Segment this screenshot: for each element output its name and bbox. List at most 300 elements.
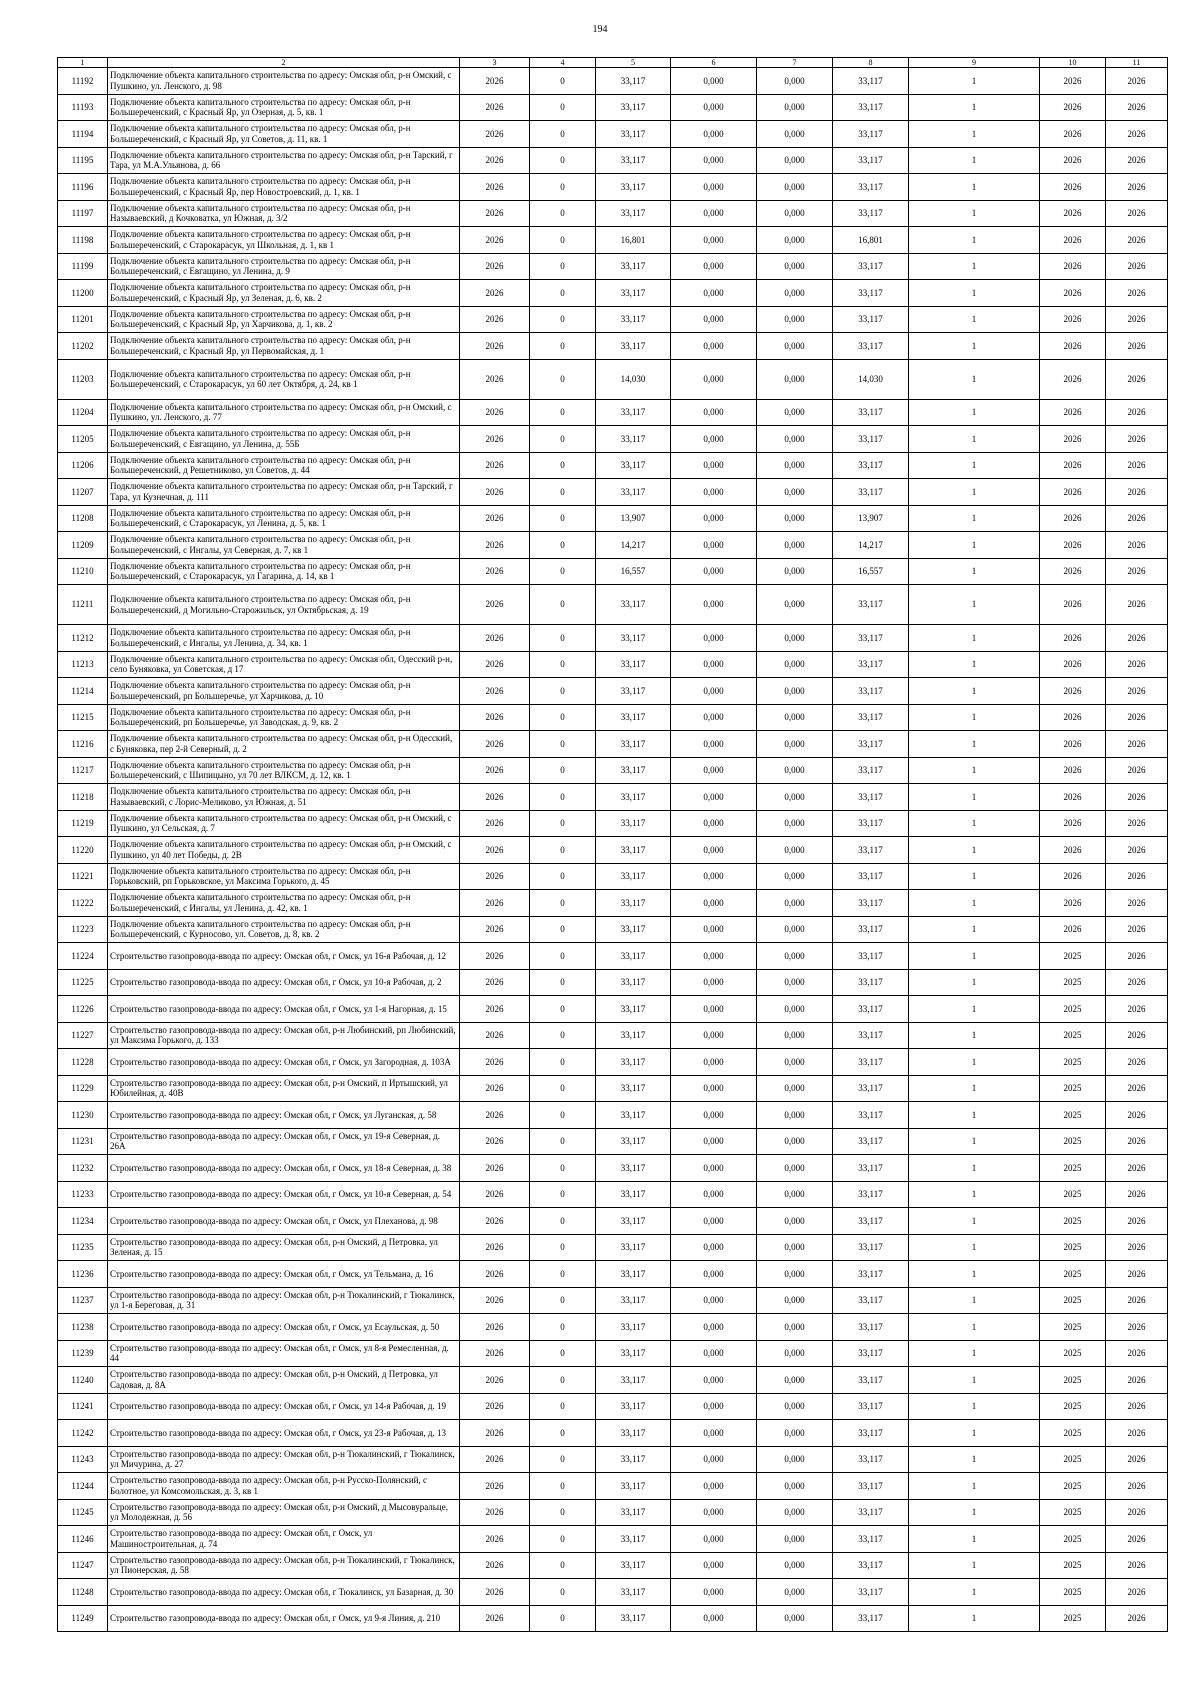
count-cell: 1 [909, 1022, 1040, 1049]
column-header: 9 [909, 58, 1040, 68]
row-number-cell: 11227 [58, 1022, 108, 1049]
value-cell: 0 [530, 1393, 596, 1420]
column-header: 6 [671, 58, 757, 68]
count-cell: 1 [909, 505, 1040, 532]
value-cell: 33,117 [596, 452, 671, 479]
row-number-cell: 11238 [58, 1314, 108, 1341]
count-cell: 1 [909, 280, 1040, 307]
start-year-cell: 2026 [1040, 426, 1106, 453]
row-number-cell: 11244 [58, 1473, 108, 1500]
table-row [58, 280, 1168, 307]
value-cell: 0,000 [757, 1155, 833, 1182]
value-cell: 33,117 [833, 333, 909, 360]
header-row [58, 58, 1168, 68]
description-cell: Строительство газопровода-ввода по адресу: Омская обл, г Омск, ул 10-я Северная, д. 54 [108, 1181, 460, 1208]
year-cell: 2026 [460, 651, 530, 678]
description-cell: Подключение объекта капитального строительства по адресу: Омская обл, р-н Большереченский, рп Большеречье, ул Харчикова, д. 10 [108, 678, 460, 705]
value-cell: 33,117 [833, 1102, 909, 1129]
value-cell: 0 [530, 678, 596, 705]
value-cell: 0,000 [671, 1367, 757, 1394]
row-number-cell: 11199 [58, 253, 108, 280]
value-cell: 0 [530, 1314, 596, 1341]
value-cell: 33,117 [596, 121, 671, 148]
description-cell: Строительство газопровода-ввода по адресу: Омская обл, г Омск, ул 10-я Рабочая, д. 2 [108, 969, 460, 996]
end-year-cell: 2026 [1106, 1075, 1168, 1102]
year-cell: 2026 [460, 916, 530, 943]
table-row [58, 1075, 1168, 1102]
value-cell: 0,000 [671, 426, 757, 453]
table-row [58, 1128, 1168, 1155]
count-cell: 1 [909, 1420, 1040, 1447]
row-number-cell: 11218 [58, 784, 108, 811]
description-cell: Строительство газопровода-ввода по адресу: Омская обл, р-н Омский, д Петровка, ул Зеленая, д. 15 [108, 1234, 460, 1261]
table-row [58, 68, 1168, 95]
table-row [58, 1208, 1168, 1235]
value-cell: 33,117 [596, 1579, 671, 1606]
start-year-cell: 2026 [1040, 837, 1106, 864]
start-year-cell: 2025 [1040, 1446, 1106, 1473]
count-cell: 1 [909, 1340, 1040, 1367]
value-cell: 0,000 [671, 121, 757, 148]
value-cell: 0,000 [671, 1340, 757, 1367]
row-number-cell: 11210 [58, 558, 108, 585]
value-cell: 0 [530, 704, 596, 731]
value-cell: 0,000 [757, 1075, 833, 1102]
value-cell: 33,117 [833, 1526, 909, 1553]
value-cell: 33,117 [833, 916, 909, 943]
value-cell: 0,000 [671, 585, 757, 625]
count-cell: 1 [909, 585, 1040, 625]
table-row [58, 890, 1168, 917]
description-cell: Подключение объекта капитального строительства по адресу: Омская обл, р-н Одесский, с Буняковка, пер 2-й Северный, д. 2 [108, 731, 460, 758]
value-cell: 33,117 [833, 1552, 909, 1579]
value-cell: 33,117 [596, 1446, 671, 1473]
end-year-cell: 2026 [1106, 1314, 1168, 1341]
row-number-cell: 11233 [58, 1181, 108, 1208]
value-cell: 33,117 [833, 1049, 909, 1076]
description-cell: Подключение объекта капитального строительства по адресу: Омская обл, р-н Называевский, д Кочковатка, ул Южная, д. 3/2 [108, 200, 460, 227]
year-cell: 2026 [460, 68, 530, 95]
end-year-cell: 2026 [1106, 1552, 1168, 1579]
start-year-cell: 2025 [1040, 1049, 1106, 1076]
value-cell: 33,117 [833, 757, 909, 784]
count-cell: 1 [909, 333, 1040, 360]
end-year-cell: 2026 [1106, 253, 1168, 280]
start-year-cell: 2026 [1040, 68, 1106, 95]
table-row [58, 1420, 1168, 1447]
page-number: 194 [592, 24, 608, 35]
start-year-cell: 2026 [1040, 757, 1106, 784]
table-row [58, 585, 1168, 625]
end-year-cell: 2026 [1106, 1420, 1168, 1447]
table-row [58, 1022, 1168, 1049]
count-cell: 1 [909, 452, 1040, 479]
row-number-cell: 11221 [58, 863, 108, 890]
value-cell: 33,117 [833, 1128, 909, 1155]
value-cell: 33,117 [596, 1473, 671, 1500]
count-cell: 1 [909, 68, 1040, 95]
year-cell: 2026 [460, 399, 530, 426]
value-cell: 0,000 [757, 280, 833, 307]
table-row [58, 94, 1168, 121]
description-cell: Строительство газопровода-ввода по адресу: Омская обл, р-н Тюкалинский, г Тюкалинск, ул Пионерская, д. 58 [108, 1552, 460, 1579]
value-cell: 0,000 [671, 1393, 757, 1420]
value-cell: 33,117 [833, 1208, 909, 1235]
value-cell: 33,117 [596, 996, 671, 1023]
table-row [58, 426, 1168, 453]
end-year-cell: 2026 [1106, 1340, 1168, 1367]
value-cell: 33,117 [833, 704, 909, 731]
row-number-cell: 11225 [58, 969, 108, 996]
year-cell: 2026 [460, 1102, 530, 1129]
table-row [58, 1579, 1168, 1606]
value-cell: 33,117 [833, 1446, 909, 1473]
value-cell: 0,000 [671, 200, 757, 227]
row-number-cell: 11203 [58, 359, 108, 399]
value-cell: 33,117 [596, 969, 671, 996]
year-cell: 2026 [460, 1075, 530, 1102]
count-cell: 1 [909, 943, 1040, 970]
description-cell: Строительство газопровода-ввода по адресу: Омская обл, г Омск, ул 18-я Северная, д. 38 [108, 1155, 460, 1182]
end-year-cell: 2026 [1106, 678, 1168, 705]
value-cell: 0,000 [757, 558, 833, 585]
end-year-cell: 2026 [1106, 1208, 1168, 1235]
value-cell: 33,117 [596, 1155, 671, 1182]
value-cell: 0,000 [671, 174, 757, 201]
value-cell: 33,117 [833, 121, 909, 148]
value-cell: 33,117 [596, 1367, 671, 1394]
end-year-cell: 2026 [1106, 1261, 1168, 1288]
start-year-cell: 2025 [1040, 1075, 1106, 1102]
value-cell: 33,117 [596, 678, 671, 705]
year-cell: 2026 [460, 1287, 530, 1314]
row-number-cell: 11232 [58, 1155, 108, 1182]
count-cell: 1 [909, 1155, 1040, 1182]
value-cell: 0,000 [757, 1261, 833, 1288]
table-row [58, 1340, 1168, 1367]
value-cell: 33,117 [833, 426, 909, 453]
value-cell: 0 [530, 174, 596, 201]
value-cell: 33,117 [833, 1579, 909, 1606]
start-year-cell: 2025 [1040, 1208, 1106, 1235]
value-cell: 0,000 [757, 837, 833, 864]
value-cell: 0 [530, 1287, 596, 1314]
value-cell: 0,000 [757, 532, 833, 559]
start-year-cell: 2025 [1040, 1605, 1106, 1632]
value-cell: 0,000 [671, 1234, 757, 1261]
value-cell: 0,000 [757, 147, 833, 174]
start-year-cell: 2025 [1040, 1287, 1106, 1314]
value-cell: 33,117 [596, 1181, 671, 1208]
description-cell: Строительство газопровода-ввода по адресу: Омская обл, р-н Тюкалинский, г Тюкалинск, ул 1-я Береговая, д. 31 [108, 1287, 460, 1314]
value-cell: 0,000 [671, 479, 757, 506]
start-year-cell: 2025 [1040, 1393, 1106, 1420]
count-cell: 1 [909, 227, 1040, 254]
value-cell: 0,000 [671, 943, 757, 970]
value-cell: 33,117 [833, 1181, 909, 1208]
end-year-cell: 2026 [1106, 810, 1168, 837]
value-cell: 33,117 [833, 94, 909, 121]
value-cell: 14,217 [833, 532, 909, 559]
count-cell: 1 [909, 890, 1040, 917]
start-year-cell: 2025 [1040, 1552, 1106, 1579]
start-year-cell: 2025 [1040, 996, 1106, 1023]
table-row [58, 863, 1168, 890]
table-row [58, 174, 1168, 201]
row-number-cell: 11216 [58, 731, 108, 758]
table-row [58, 399, 1168, 426]
value-cell: 0,000 [671, 757, 757, 784]
value-cell: 33,117 [596, 306, 671, 333]
value-cell: 0,000 [671, 1446, 757, 1473]
table-row [58, 678, 1168, 705]
table-row [58, 558, 1168, 585]
table-row [58, 704, 1168, 731]
end-year-cell: 2026 [1106, 558, 1168, 585]
year-cell: 2026 [460, 121, 530, 148]
value-cell: 0,000 [757, 1287, 833, 1314]
table-row [58, 1049, 1168, 1076]
table-row [58, 651, 1168, 678]
year-cell: 2026 [460, 943, 530, 970]
table-row [58, 306, 1168, 333]
description-cell: Строительство газопровода-ввода по адресу: Омская обл, г Омск, ул Есаульская, д. 50 [108, 1314, 460, 1341]
description-cell: Подключение объекта капитального строительства по адресу: Омская обл, р-н Большереченский, д Могильно-Старожильск, ул Октябрьская, д. 19 [108, 585, 460, 625]
value-cell: 0,000 [757, 1340, 833, 1367]
value-cell: 33,117 [596, 585, 671, 625]
value-cell: 33,117 [596, 810, 671, 837]
value-cell: 0 [530, 1420, 596, 1447]
end-year-cell: 2026 [1106, 426, 1168, 453]
start-year-cell: 2025 [1040, 1420, 1106, 1447]
row-number-cell: 11219 [58, 810, 108, 837]
end-year-cell: 2026 [1106, 651, 1168, 678]
value-cell: 33,117 [596, 863, 671, 890]
value-cell: 33,117 [596, 784, 671, 811]
description-cell: Строительство газопровода-ввода по адресу: Омская обл, г Омск, ул Машиностроительная, д. 74 [108, 1526, 460, 1553]
value-cell: 0 [530, 731, 596, 758]
start-year-cell: 2025 [1040, 1128, 1106, 1155]
value-cell: 33,117 [596, 253, 671, 280]
end-year-cell: 2026 [1106, 68, 1168, 95]
row-number-cell: 11228 [58, 1049, 108, 1076]
end-year-cell: 2026 [1106, 1287, 1168, 1314]
description-cell: Строительство газопровода-ввода по адресу: Омская обл, г Омск, ул 1-я Нагорная, д. 15 [108, 996, 460, 1023]
end-year-cell: 2026 [1106, 704, 1168, 731]
count-cell: 1 [909, 94, 1040, 121]
value-cell: 0,000 [757, 585, 833, 625]
row-number-cell: 11202 [58, 333, 108, 360]
value-cell: 33,117 [833, 200, 909, 227]
value-cell: 0,000 [757, 1579, 833, 1606]
column-header: 8 [833, 58, 909, 68]
end-year-cell: 2026 [1106, 399, 1168, 426]
value-cell: 33,117 [833, 1473, 909, 1500]
description-cell: Строительство газопровода-ввода по адресу: Омская обл, г Омск, ул 16-я Рабочая, д. 12 [108, 943, 460, 970]
value-cell: 33,117 [833, 1022, 909, 1049]
end-year-cell: 2026 [1106, 227, 1168, 254]
value-cell: 33,117 [596, 1049, 671, 1076]
description-cell: Подключение объекта капитального строительства по адресу: Омская обл, р-н Омский, с Пушкино, ул Сельская, д. 7 [108, 810, 460, 837]
table-row [58, 452, 1168, 479]
row-number-cell: 11236 [58, 1261, 108, 1288]
value-cell: 0 [530, 810, 596, 837]
value-cell: 0 [530, 1261, 596, 1288]
end-year-cell: 2026 [1106, 863, 1168, 890]
description-cell: Подключение объекта капитального строительства по адресу: Омская обл, р-н Большереченский, с Красный Яр, ул Харчикова, д. 1, кв. 2 [108, 306, 460, 333]
year-cell: 2026 [460, 558, 530, 585]
start-year-cell: 2026 [1040, 651, 1106, 678]
year-cell: 2026 [460, 1261, 530, 1288]
year-cell: 2026 [460, 1367, 530, 1394]
value-cell: 0 [530, 280, 596, 307]
value-cell: 0 [530, 651, 596, 678]
year-cell: 2026 [460, 678, 530, 705]
value-cell: 0,000 [671, 1499, 757, 1526]
end-year-cell: 2026 [1106, 1393, 1168, 1420]
value-cell: 0,000 [671, 1075, 757, 1102]
start-year-cell: 2026 [1040, 359, 1106, 399]
value-cell: 0,000 [671, 1605, 757, 1632]
description-cell: Строительство газопровода-ввода по адресу: Омская обл, г Омск, ул 19-я Северная, д. 26А [108, 1128, 460, 1155]
end-year-cell: 2026 [1106, 1526, 1168, 1553]
column-header: 1 [58, 58, 108, 68]
year-cell: 2026 [460, 625, 530, 652]
value-cell: 0 [530, 1075, 596, 1102]
year-cell: 2026 [460, 731, 530, 758]
value-cell: 0,000 [757, 1473, 833, 1500]
year-cell: 2026 [460, 227, 530, 254]
end-year-cell: 2026 [1106, 1367, 1168, 1394]
value-cell: 33,117 [833, 399, 909, 426]
row-number-cell: 11222 [58, 890, 108, 917]
value-cell: 0 [530, 1234, 596, 1261]
start-year-cell: 2025 [1040, 1314, 1106, 1341]
value-cell: 0,000 [757, 1605, 833, 1632]
table-row [58, 479, 1168, 506]
row-number-cell: 11211 [58, 585, 108, 625]
count-cell: 1 [909, 359, 1040, 399]
description-cell: Строительство газопровода-ввода по адресу: Омская обл, р-н Русско-Полянский, с Болотное, ул Комсомольская, д. 3, кв 1 [108, 1473, 460, 1500]
value-cell: 0,000 [757, 227, 833, 254]
row-number-cell: 11206 [58, 452, 108, 479]
year-cell: 2026 [460, 1605, 530, 1632]
start-year-cell: 2025 [1040, 1234, 1106, 1261]
value-cell: 0,000 [757, 890, 833, 917]
start-year-cell: 2026 [1040, 253, 1106, 280]
value-cell: 16,801 [596, 227, 671, 254]
table-row [58, 359, 1168, 399]
value-cell: 0,000 [757, 1022, 833, 1049]
value-cell: 0,000 [671, 452, 757, 479]
value-cell: 0,000 [671, 625, 757, 652]
start-year-cell: 2026 [1040, 452, 1106, 479]
start-year-cell: 2026 [1040, 916, 1106, 943]
value-cell: 0,000 [671, 731, 757, 758]
row-number-cell: 11229 [58, 1075, 108, 1102]
count-cell: 1 [909, 1234, 1040, 1261]
table-row [58, 969, 1168, 996]
row-number-cell: 11192 [58, 68, 108, 95]
value-cell: 0,000 [671, 678, 757, 705]
year-cell: 2026 [460, 333, 530, 360]
value-cell: 0 [530, 1605, 596, 1632]
description-cell: Подключение объекта капитального строительства по адресу: Омская обл, р-н Большереченский, с Евгащино, ул Ленина, д. 9 [108, 253, 460, 280]
start-year-cell: 2025 [1040, 1473, 1106, 1500]
end-year-cell: 2026 [1106, 479, 1168, 506]
value-cell: 33,117 [833, 731, 909, 758]
year-cell: 2026 [460, 969, 530, 996]
row-number-cell: 11241 [58, 1393, 108, 1420]
value-cell: 33,117 [596, 704, 671, 731]
value-cell: 0 [530, 1367, 596, 1394]
column-header: 7 [757, 58, 833, 68]
count-cell: 1 [909, 916, 1040, 943]
value-cell: 0,000 [757, 996, 833, 1023]
year-cell: 2026 [460, 585, 530, 625]
value-cell: 33,117 [596, 1552, 671, 1579]
count-cell: 1 [909, 1314, 1040, 1341]
table-row [58, 1499, 1168, 1526]
value-cell: 33,117 [833, 810, 909, 837]
value-cell: 33,117 [596, 200, 671, 227]
value-cell: 0 [530, 1340, 596, 1367]
value-cell: 0,000 [757, 505, 833, 532]
end-year-cell: 2026 [1106, 174, 1168, 201]
value-cell: 33,117 [833, 863, 909, 890]
column-header: 2 [108, 58, 460, 68]
value-cell: 0 [530, 585, 596, 625]
value-cell: 0 [530, 94, 596, 121]
value-cell: 33,117 [833, 890, 909, 917]
row-number-cell: 11247 [58, 1552, 108, 1579]
value-cell: 0 [530, 1155, 596, 1182]
count-cell: 1 [909, 1287, 1040, 1314]
end-year-cell: 2026 [1106, 1605, 1168, 1632]
row-number-cell: 11213 [58, 651, 108, 678]
count-cell: 1 [909, 678, 1040, 705]
description-cell: Подключение объекта капитального строительства по адресу: Омская обл, р-н Большереченский, с Курносово, ул. Советов, д. 8, кв. 2 [108, 916, 460, 943]
value-cell: 0,000 [671, 558, 757, 585]
value-cell: 16,557 [833, 558, 909, 585]
description-cell: Строительство газопровода-ввода по адресу: Омская обл, г Омск, ул Тельмана, д. 16 [108, 1261, 460, 1288]
value-cell: 33,117 [833, 651, 909, 678]
end-year-cell: 2026 [1106, 452, 1168, 479]
count-cell: 1 [909, 1128, 1040, 1155]
row-number-cell: 11208 [58, 505, 108, 532]
value-cell: 33,117 [596, 837, 671, 864]
table-row [58, 837, 1168, 864]
value-cell: 0 [530, 1446, 596, 1473]
value-cell: 0,000 [757, 1552, 833, 1579]
value-cell: 33,117 [833, 1155, 909, 1182]
end-year-cell: 2026 [1106, 94, 1168, 121]
value-cell: 33,117 [833, 1393, 909, 1420]
value-cell: 0,000 [671, 890, 757, 917]
end-year-cell: 2026 [1106, 1102, 1168, 1129]
start-year-cell: 2026 [1040, 399, 1106, 426]
table-row [58, 505, 1168, 532]
row-number-cell: 11197 [58, 200, 108, 227]
value-cell: 33,117 [596, 399, 671, 426]
count-cell: 1 [909, 837, 1040, 864]
count-cell: 1 [909, 121, 1040, 148]
description-cell: Строительство газопровода-ввода по адресу: Омская обл, р-н Омский, д Мысовуральце, ул Молодежная, д. 56 [108, 1499, 460, 1526]
value-cell: 0,000 [757, 399, 833, 426]
description-cell: Подключение объекта капитального строительства по адресу: Омская обл, р-н Большереченский, с Шипицыно, ул 70 лет ВЛКСМ, д. 12, кв. 1 [108, 757, 460, 784]
value-cell: 33,117 [596, 1340, 671, 1367]
description-cell: Подключение объекта капитального строительства по адресу: Омская обл, р-н Большереченский, с Евгащино, ул Ленина, д. 55Б [108, 426, 460, 453]
